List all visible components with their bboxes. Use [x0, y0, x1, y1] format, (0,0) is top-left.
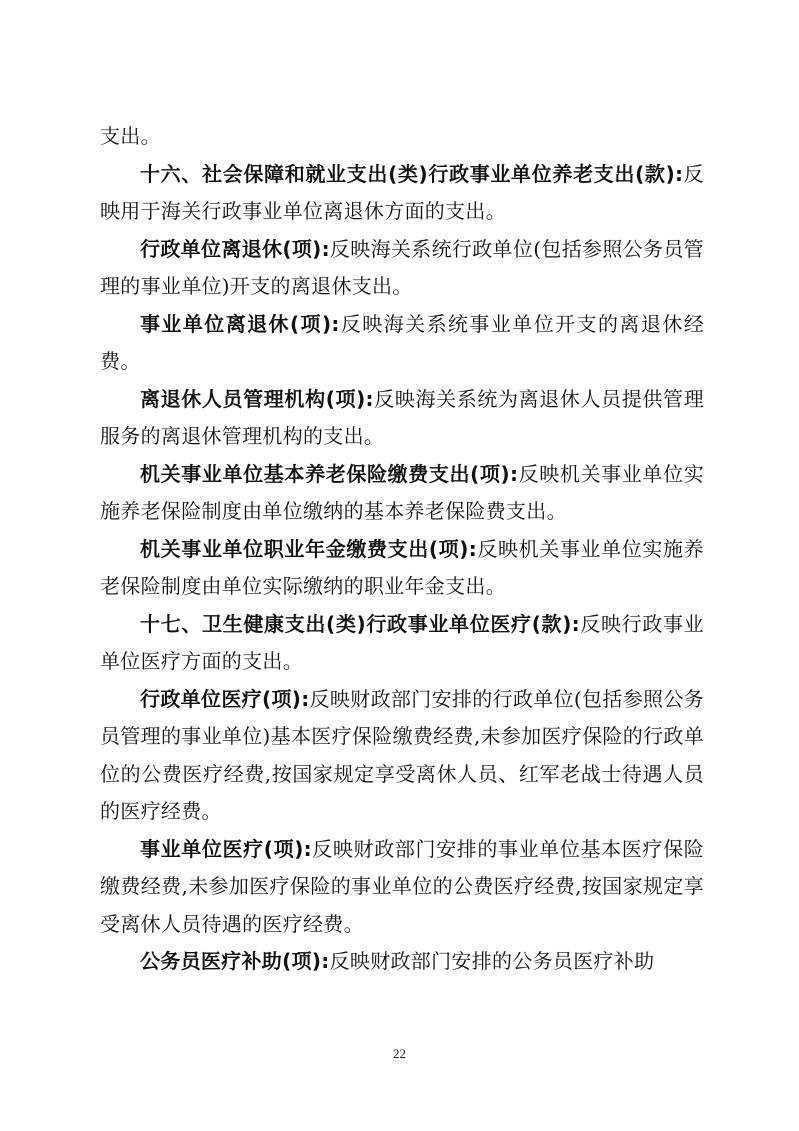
paragraph-heading: 机关事业单位职业年金缴费支出(项):	[140, 536, 478, 561]
paragraph-text: 支出。	[100, 124, 161, 148]
paragraph-heading: 行政单位离退休(项):	[140, 236, 330, 261]
paragraph-text: 反映机关事业单位实施养老保险制度由单位缴纳的基本养老保险费支出。	[100, 461, 705, 523]
paragraph-heading: 公务员医疗补助(项):	[140, 949, 330, 973]
paragraph-text: 反映海关系统行政单位(包括参照公务员管理的事业单位)开支的离退休支出。	[100, 236, 704, 298]
paragraph-text: 反映机关事业单位实施养老保险制度由单位实际缴纳的职业年金支出。	[100, 536, 704, 598]
paragraph-institution-retirement	[100, 306, 704, 381]
paragraph-text: 反映财政部门安排的公务员医疗补助	[329, 949, 655, 973]
paragraph-civil-servant-subsidy	[100, 943, 704, 981]
paragraph-heading: 十六、社会保障和就业支出(类)行政事业单位养老支出(款):	[140, 161, 684, 186]
paragraph-admin-medical	[100, 681, 704, 831]
paragraph-heading: 离退休人员管理机构(项):	[140, 386, 374, 411]
paragraph-text: 反映财政部门安排的行政单位(包括参照公务员管理的事业单位)基本医疗保险缴费经费,未参加医疗保险的行政单位的公费医疗经费,按国家规定享受离休人员、红军老战士待遇人员的医疗经费。	[100, 686, 704, 823]
paragraph-text: 反映海关系统为离退休人员提供管理服务的离退休管理机构的支出。	[100, 386, 704, 448]
paragraph-heading: 十七、卫生健康支出(类)行政事业单位医疗(款):	[140, 611, 580, 636]
paragraph-heading: 机关事业单位基本养老保险缴费支出(项):	[140, 461, 519, 486]
paragraph-occupational-annuity	[100, 531, 704, 606]
paragraph-basic-pension	[100, 456, 704, 531]
paragraph-text: 反映用于海关行政事业单位离退休方面的支出。	[100, 161, 704, 223]
paragraph-social-security	[100, 156, 704, 231]
paragraph-retiree-management	[100, 381, 704, 456]
page-number: 22	[393, 1046, 406, 1061]
paragraph-health	[100, 606, 704, 681]
paragraph-heading: 事业单位医疗(项):	[140, 836, 312, 861]
paragraph-text: 反映财政部门安排的事业单位基本医疗保险缴费经费,未参加医疗保险的事业单位的公费医疗经费,按国家规定享受离休人员待遇的医疗经费。	[100, 836, 704, 936]
paragraph-institution-medical	[100, 831, 704, 944]
paragraph-heading: 事业单位离退休(项):	[140, 311, 340, 336]
body-text	[100, 118, 704, 981]
paragraph-text: 反映行政事业单位医疗方面的支出。	[100, 611, 704, 673]
paragraph-admin-retirement	[100, 231, 704, 306]
paragraph-heading: 行政单位医疗(项):	[140, 686, 310, 711]
paragraph-continuation	[100, 118, 704, 156]
paragraph-text: 反映海关系统事业单位开支的离退休经费。	[100, 311, 704, 373]
